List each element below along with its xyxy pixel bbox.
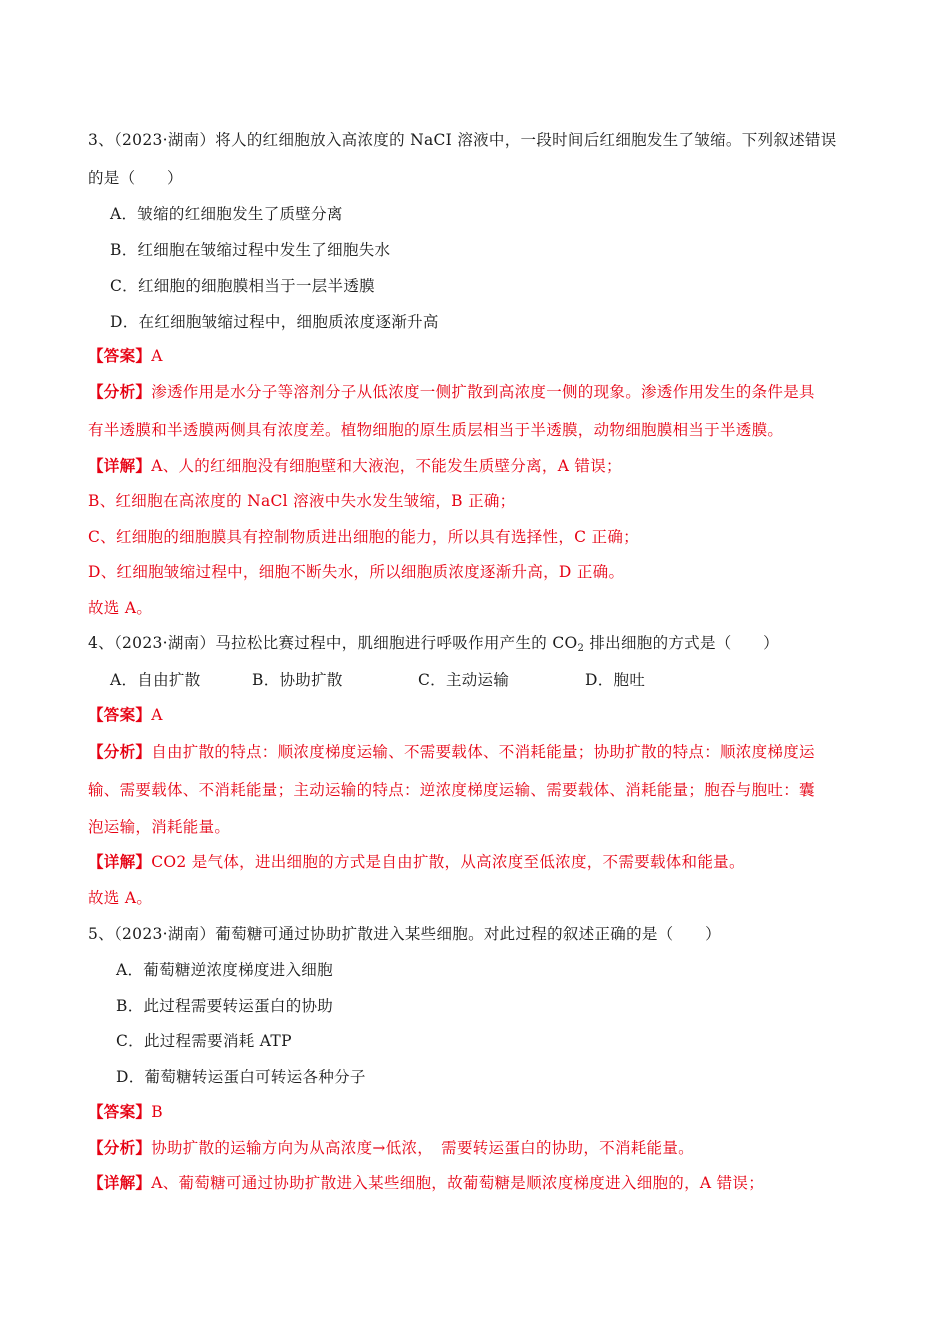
- q3-detail-line3: C、红细胞的细胞膜具有控制物质进出细胞的能力，所以具有选择性，C 正确；: [88, 528, 639, 546]
- answer-value: A: [151, 706, 163, 724]
- detail-tag: 【详解】: [88, 456, 152, 475]
- q4-analysis-line2: 输、需要载体、不消耗能量；主动运输的特点：逆浓度梯度运输、需要载体、消耗能量；胞吞与胞吐：囊: [88, 781, 815, 799]
- q5-stem: 5、（2023·湖南）葡萄糖可通过协助扩散进入某些细胞。对此过程的叙述正确的是（ ）: [88, 925, 721, 943]
- q4-answer: [88, 705, 163, 725]
- q5-answer: [88, 1102, 163, 1122]
- q3-detail-line4: D、红细胞皱缩过程中，细胞不断失水，所以细胞质浓度逐渐升高，D 正确。: [88, 563, 625, 581]
- q4-option-c: C．主动运输: [418, 671, 510, 689]
- answer-value: A: [151, 347, 163, 365]
- q5-option-a: A．葡萄糖逆浓度梯度进入细胞: [116, 961, 333, 979]
- q5-option-b: B．此过程需要转运蛋白的协助: [116, 997, 334, 1015]
- analysis-tag: 【分析】: [88, 382, 152, 401]
- q3-analysis-line1: [88, 382, 815, 402]
- analysis-text: 渗透作用是水分子等溶剂分子从低浓度一侧扩散到高浓度一侧的现象。渗透作用发生的条件是具: [151, 383, 815, 401]
- q3-stem-line2: 的是（ ）: [88, 169, 183, 187]
- q3-option-d: D．在红细胞皱缩过程中，细胞质浓度逐渐升高: [110, 313, 439, 331]
- detail-tag: 【详解】: [88, 852, 152, 871]
- detail-text: CO2 是气体，进出细胞的方式是自由扩散，从高浓度至低浓度，不需要载体和能量。: [151, 853, 745, 871]
- q3-option-a: A．皱缩的红细胞发生了质壁分离: [110, 205, 343, 223]
- q5-analysis-line1: [88, 1138, 694, 1158]
- q3-detail-line2: B、红细胞在高浓度的 NaCl 溶液中失水发生皱缩，B 正确；: [88, 492, 516, 510]
- q5-option-d: D．葡萄糖转运蛋白可转运各种分子: [116, 1068, 366, 1086]
- analysis-tag: 【分析】: [88, 742, 152, 761]
- q4-stem-after: 排出细胞的方式是（ ）: [584, 634, 779, 652]
- q3-option-b: B．红细胞在皱缩过程中发生了细胞失水: [110, 241, 391, 259]
- q4-stem-subscript: 2: [577, 643, 585, 654]
- detail-tag: 【详解】: [88, 1173, 152, 1192]
- analysis-tag: 【分析】: [88, 1138, 152, 1157]
- detail-text: A、葡萄糖可通过协助扩散进入某些细胞，故葡萄糖是顺浓度梯度进入细胞的，A 错误；: [151, 1174, 765, 1192]
- detail-text: A、人的红细胞没有细胞壁和大液泡，不能发生质壁分离，A 错误；: [151, 457, 622, 475]
- q4-analysis-line3: 泡运输，消耗能量。: [88, 818, 231, 836]
- q3-conclusion: 故选 A。: [88, 599, 153, 617]
- answer-value: B: [151, 1103, 163, 1121]
- q5-detail-line1: [88, 1173, 764, 1193]
- answer-tag: 【答案】: [88, 346, 152, 365]
- q3-stem-line1: 3、（2023·湖南）将人的红细胞放入高浓度的 NaCI 溶液中，一段时间后红细胞发生了皱缩。下列叙述错误: [88, 131, 837, 149]
- q3-option-c: C．红细胞的细胞膜相当于一层半透膜: [110, 277, 375, 295]
- q4-detail-line1: [88, 852, 745, 872]
- q4-stem-before: 4、（2023·湖南）马拉松比赛过程中，肌细胞进行呼吸作用产生的 CO: [88, 634, 578, 652]
- q4-option-d: D．胞吐: [585, 671, 646, 689]
- q3-analysis-line2: 有半透膜和半透膜两侧具有浓度差。植物细胞的原生质层相当于半透膜，动物细胞膜相当于半透膜。: [88, 421, 784, 439]
- q4-option-a: A．自由扩散: [110, 671, 201, 689]
- q4-option-b: B．协助扩散: [252, 671, 343, 689]
- q4-analysis-line1: [88, 742, 815, 762]
- q4-options-row: [0, 670, 950, 690]
- answer-tag: 【答案】: [88, 705, 152, 724]
- q5-option-c: C．此过程需要消耗 ATP: [116, 1032, 292, 1050]
- analysis-text: 协助扩散的运输方向为从高浓度→低浓， 需要转运蛋白的协助，不消耗能量。: [151, 1139, 694, 1157]
- q3-answer: [88, 346, 163, 366]
- analysis-text: 自由扩散的特点：顺浓度梯度运输、不需要载体、不消耗能量；协助扩散的特点：顺浓度梯度运: [151, 743, 815, 761]
- q4-stem: [88, 633, 779, 659]
- answer-tag: 【答案】: [88, 1102, 152, 1121]
- q4-conclusion: 故选 A。: [88, 889, 153, 907]
- q3-detail-line1: [88, 456, 622, 476]
